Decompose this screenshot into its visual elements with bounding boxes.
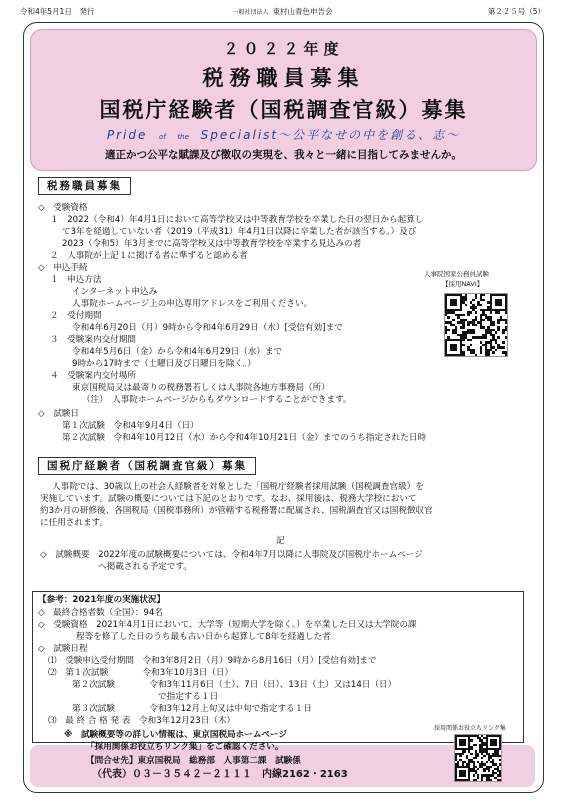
s1-line: １ 申込方法 — [50, 275, 102, 285]
footer-line: 【問合せ先】東京国税局 総務部 人事第二課 試験係 — [86, 756, 301, 766]
section1-heading: 税務職員募集 — [38, 177, 131, 195]
banner-year: ２０２２年度 — [223, 40, 344, 58]
banner-slogan — [31, 126, 536, 143]
banner-subtitle: 国税庁経験者（国税調査官級）募集 — [99, 98, 468, 122]
publisher — [20, 6, 545, 17]
s1-line: 令和4年6月20日（月）9時から令和4年6月29日（水）[受信有効]まで — [72, 323, 343, 333]
s1-line: 9時から17時まで（土曜日及び日曜日を除く。） — [72, 359, 256, 369]
s1-line: （注） 人事院ホームページからもダウンロードすることができます。 — [82, 395, 352, 405]
ref-line: 【参考：2021年度の実施状況】 — [38, 595, 166, 605]
qr-code-icon[interactable] — [444, 293, 508, 357]
footer-line: 「採用関係お役立ちリンク集」をご確認ください。 — [86, 742, 284, 752]
issue-date: 令和4年5月1日 発行 — [20, 7, 95, 16]
qr-code-icon[interactable] — [454, 734, 502, 782]
slogan-word-of: of — [159, 133, 166, 141]
banner-title: 税務職員募集 — [202, 66, 365, 90]
s1-line: 東京国税局又は最寄りの税務署若しくは人事院各地方事務局（所） — [72, 383, 330, 393]
s1-line: 第１次試験 令和4年9月4日（日） — [62, 421, 199, 431]
page-header — [20, 6, 545, 18]
s1-line: ３ 受験案内交付期間 — [50, 335, 136, 345]
banner-lead: 適正かつ公平な賦課及び徴収の実現を、我々と一緒に目指してみませんか。 — [105, 149, 462, 161]
notice-frame — [23, 22, 544, 793]
slogan-word-specialist: Specialist～公平なせの中を創る、志～ — [200, 128, 461, 142]
publisher-name: 東村山青色申告会 — [272, 7, 333, 16]
s2-intro-line: 実施しています。試験の概要については下記のとおりです。なお、採用後は、税務大学校において — [40, 494, 417, 504]
ref-line: ◇ 受験資格 2021年4月1日において、大学等（短期大学を除く。）を卒業した日又は大学院の課 — [38, 620, 417, 630]
s1-line: 第２次試験 令和4年10月12日（水）から令和4年10月21日（金）までのうち指定された日時 — [62, 433, 427, 443]
s1-line: ◇ 受験資格 — [38, 203, 88, 213]
s1-line: １ 2022（令和4）年4月1日において高等学校又は中等教育学校を卒業した日の翌日から起算し — [50, 215, 424, 225]
s1-line: インターネット申込み — [72, 287, 158, 297]
s1-line: ２ 受付期間 — [50, 311, 102, 321]
ref-line: ⑶ 最 終 合 格 発 表 令和3年12月23日（木） — [48, 716, 236, 726]
footer-line: ※ 試験概要等の詳しい情報は、東京国税局ホームページ — [64, 730, 288, 740]
publisher-prefix: 一般社団法人 — [232, 9, 269, 16]
ref-line: 程等を修了した日のうち最も古い日から起算して8年を経過した者 — [76, 632, 331, 642]
slogan-word-the: the — [177, 133, 189, 141]
qr-label-links: 採用関係お役立ちリンク集 — [434, 725, 506, 732]
s2-overview: ◇ 試験概要 2022年度の試験概要については、令和4年7月以降に人事院及び国税庁ホームページ — [40, 550, 423, 560]
qr-label-navi: 【採用NAVI】 — [442, 280, 484, 288]
ref-line: で指定する１日 — [158, 692, 219, 702]
s1-line: ◇ 試験日 — [38, 409, 79, 419]
s1-line: 令和4年5月6日（金）から令和4年6月29日（水）まで — [72, 347, 283, 357]
s1-line: 人事院ホームページ上の申込専用アドレスをご利用ください。 — [72, 299, 313, 309]
s1-line: ◇ 申込手続 — [38, 263, 88, 273]
ref-line: ⑵ 第１次試験 令和3年10月3日（日） — [48, 668, 234, 678]
s1-line: 2023（令和5）年3月までに高等学校又は中等教育学校を卒業する見込みの者 — [62, 239, 362, 249]
ref-line: 第２次試験 令和3年11月6日（土）、7日（日）、13日（土）又は14日（日） — [72, 680, 397, 690]
footer-phone: （代表）０３－３５４２－２１１１ 内線2162・2163 — [92, 769, 348, 780]
s2-intro-line: 約3か月の研修後、各国税局（国税事務所）が管轄する税務署に配属され、国税調査官又は国税徴収官 — [40, 506, 433, 516]
title-banner — [30, 29, 537, 171]
s1-line: ２ 人事院が上記１に掲げる者に準ずると認める者 — [50, 251, 248, 261]
s2-overview: へ掲載される予定です。 — [98, 562, 192, 572]
section2-heading: 国税庁経験者（国税調査官級）募集 — [38, 457, 256, 475]
slogan-word-pride: Pride — [106, 128, 148, 142]
s1-line: て3年を経過していない者（2019（平成31）年4月1日以降に卒業した者が該当する。）及び — [62, 227, 417, 237]
issue-number: 第２２５号（5） — [487, 7, 545, 16]
ref-line: ⑴ 受験申込受付期間 令和3年8月2日（月）9時から8月16日（月）[受信有効]まで — [48, 656, 377, 666]
s1-line: ４ 受験案内交付場所 — [50, 371, 136, 381]
s2-intro-line: 人事院では、30歳以上の社会人経験者を対象とした「国税庁経験者採用試験（国税調査官級）を — [52, 482, 424, 492]
ref-line: 第３次試験 令和3年12月上旬又は中旬で指定する１日 — [72, 704, 312, 714]
s2-intro-line: に任用されます。 — [40, 518, 109, 528]
ref-line: ◇ 最終合格者数（全国）：94名 — [38, 608, 163, 618]
s2-ki: 記 — [276, 536, 285, 546]
qr-label-jinjiin: 人事院国家公務員試験 — [424, 270, 489, 278]
ref-line: ◇ 試験日程 — [38, 644, 88, 654]
